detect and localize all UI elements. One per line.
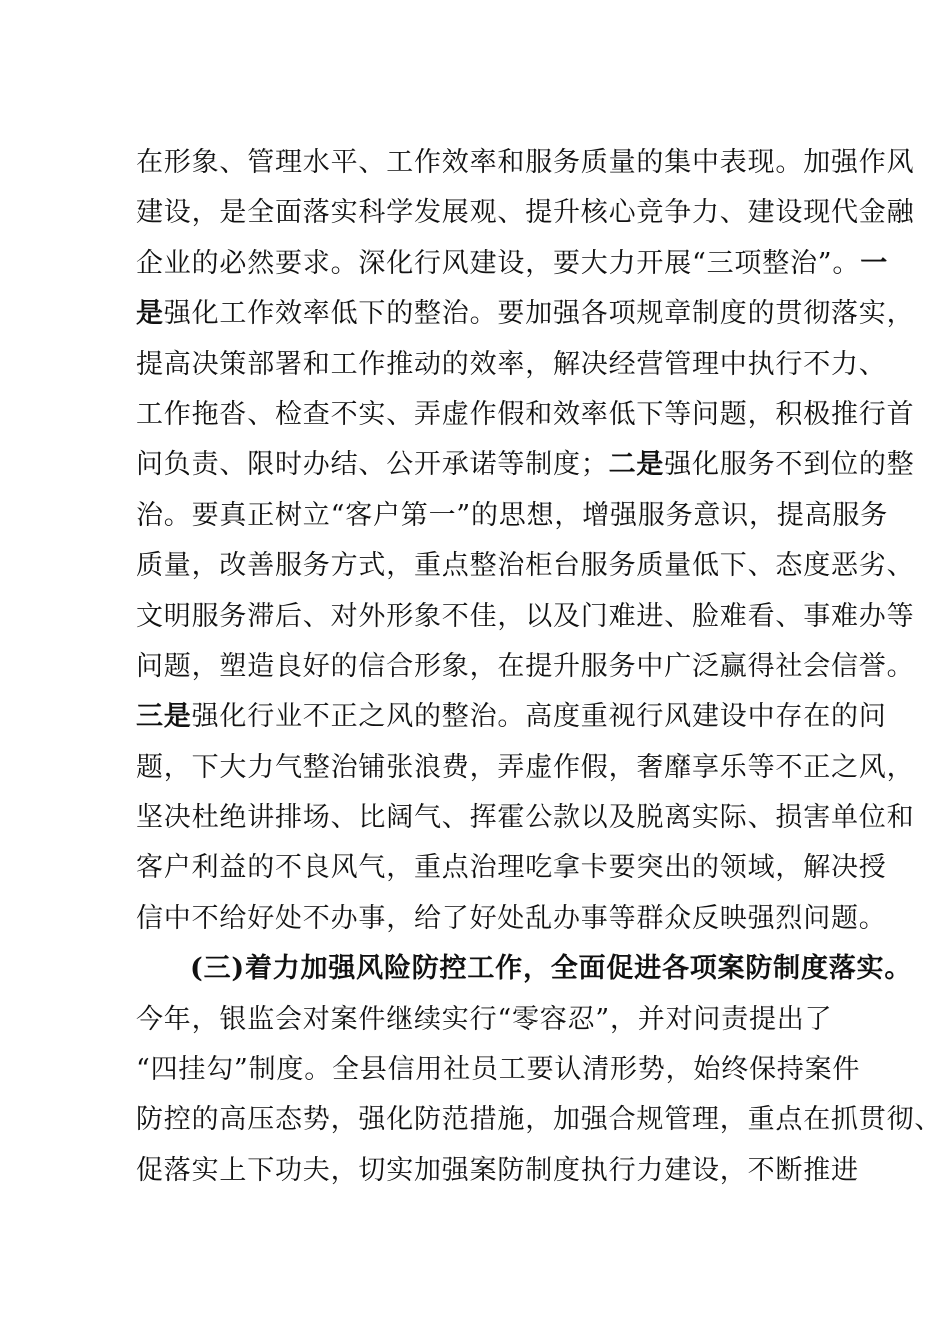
text-line: 文明服务滞后、对外形象不佳，以及门难进、脸难看、事难办等 <box>136 600 915 632</box>
bold-marker: 是 <box>136 298 164 330</box>
text-line: 治。要真正树立“客户第一”的思想，增强服务意识，提高服务 <box>136 499 889 531</box>
text-line: 提高决策部署和工作推动的效率，解决经营管理中执行不力、 <box>136 348 887 380</box>
text-line: 问负责、限时办结、公开承诺等制度；二是强化服务不到位的整 <box>136 449 915 481</box>
text-line: 在形象、管理水平、工作效率和服务质量的集中表现。加强作风 <box>136 147 915 178</box>
text-line: 防控的高压态势，强化防范措施，加强合规管理，重点在抓贯彻、 <box>136 1104 943 1136</box>
text-line: 问题，塑造良好的信合形象，在提升服务中广泛赢得社会信誉。 <box>136 650 915 682</box>
text-line: 促落实上下功夫，切实加强案防制度执行力建设，不断推进 <box>136 1154 859 1186</box>
bold-marker: 二是 <box>608 449 665 481</box>
text-line: “四挂勾”制度。全县信用社员工要认清形势，始终保持案件 <box>136 1054 861 1086</box>
text-line: 三是强化行业不正之风的整治。高度重视行风建设中存在的问 <box>136 701 887 733</box>
text-line: 质量，改善服务方式，重点整治柜台服务质量低下、态度恶劣、 <box>136 550 915 582</box>
text-line: 坚决杜绝讲排场、比阔气、挥霍公款以及脱离实际、损害单位和 <box>136 802 915 834</box>
bold-marker: 三是 <box>136 701 192 733</box>
section-heading: (三)着力加强风险防控工作，全面促进各项案防制度落实。 <box>190 953 913 985</box>
text-line: 信中不给好处不办事，给了好处乱办事等群众反映强烈问题。 <box>136 902 887 934</box>
text-line: 今年，银监会对案件继续实行“零容忍”，并对问责提出了 <box>136 1003 833 1035</box>
body-text <box>136 138 943 1196</box>
text-line: 建设，是全面落实科学发展观、提升核心竞争力、建设现代金融 <box>136 197 915 229</box>
text-line: 题，下大力气整治铺张浪费，弄虚作假，奢靡享乐等不正之风， <box>136 751 915 783</box>
text-line: 客户利益的不良风气，重点治理吃拿卡要突出的领域，解决授 <box>136 852 887 884</box>
text-line: 工作拖沓、检查不实、弄虚作假和效率低下等问题，积极推行首 <box>136 398 915 430</box>
text-line: 是强化工作效率低下的整治。要加强各项规章制度的贯彻落实， <box>136 298 915 330</box>
bold-marker: 一 <box>860 247 889 279</box>
text-line: 企业的必然要求。深化行风建设，要大力开展“三项整治”。一 <box>136 247 889 279</box>
